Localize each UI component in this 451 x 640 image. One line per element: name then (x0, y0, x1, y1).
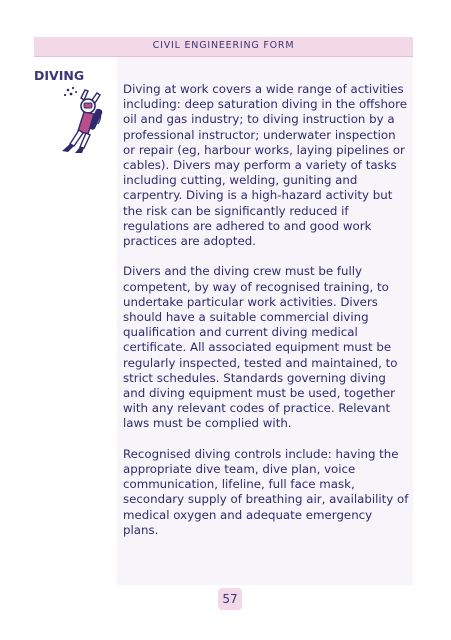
diver-icon (48, 84, 112, 154)
body-text (123, 82, 410, 553)
page-header-title: CIVIL ENGINEERING FORM (152, 40, 295, 51)
paragraph: Diving at work covers a wide range of activities including: deep saturation diving in the offshore oil and gas industry; to diving instruction by a professional instructor; underwater inspection or repair (eg, harbour works, laying pipelines or cables). Divers may perform a variety of tasks including cutting, welding, guniting and carpentry. Diving is a high-hazard activity but the risk can be significantly reduced if regulations are adhered to and good work practices are adopted. (123, 82, 407, 249)
paragraph: Recognised diving controls include: having the appropriate dive team, dive plan, voice communication, lifeline, full face mask, secondary supply of breathing air, availability of medical oxygen and adequate emergency plans. (123, 446, 409, 537)
page-number-label: 57 (222, 592, 238, 606)
page-number (218, 588, 242, 610)
section-heading: DIVING (34, 68, 85, 83)
header-band (34, 37, 413, 56)
paragraph: Divers and the diving crew must be fully competent, by way of recognised training, to undertake particular work activities. Divers should have a suitable commercial diving qualification and current diving medical certificate. All associated equipment must be regularly inspected, tested and maintained, to strict schedules. Standards governing diving and diving equipment must be used, together with any relevant codes of practice. Relevant laws must be complied with. (123, 264, 398, 431)
